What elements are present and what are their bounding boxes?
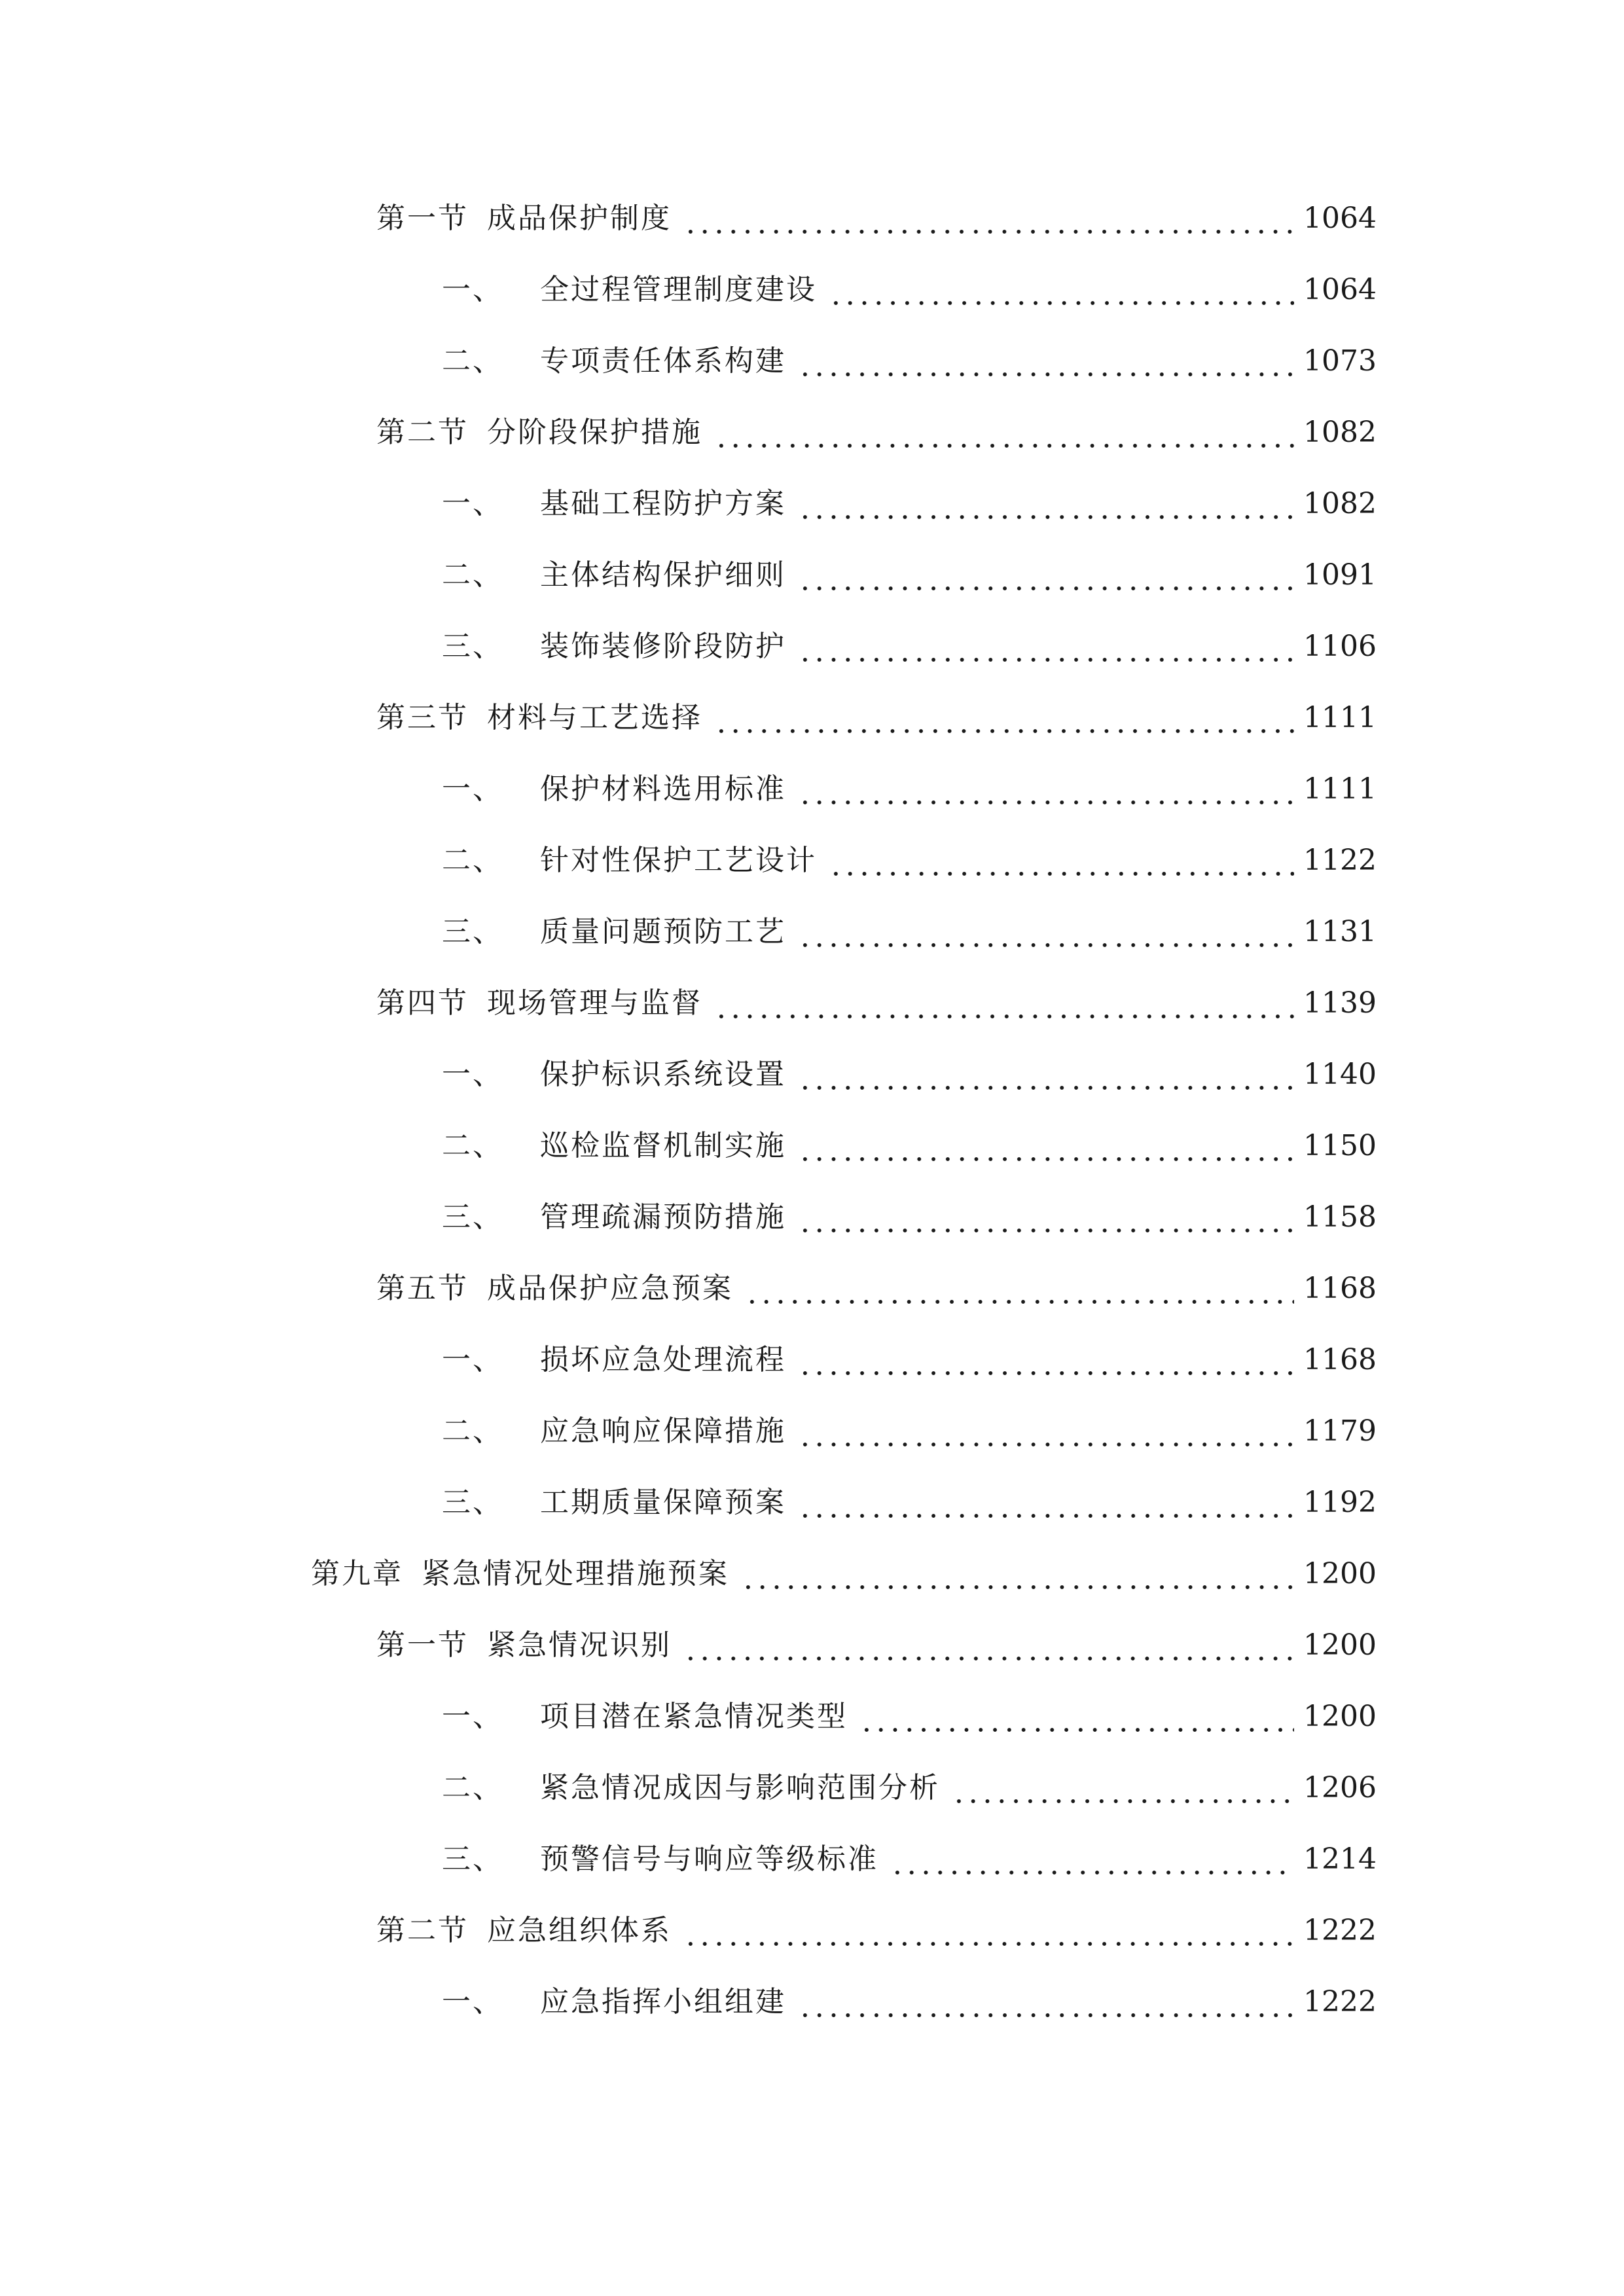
toc-entry-title: 应急响应保障措施 (540, 1414, 786, 1448)
toc-entry-title: 全过程管理制度建设 (540, 273, 817, 306)
dot-leader (745, 1263, 1294, 1315)
toc-entry[interactable] (442, 1691, 1377, 1743)
toc-entry-label (442, 1120, 786, 1172)
toc-entry-title: 主体结构保护细则 (540, 558, 786, 592)
toc-entry[interactable] (376, 692, 1377, 744)
toc-entry[interactable] (442, 1334, 1377, 1386)
dot-leader (683, 1905, 1294, 1957)
toc-entry-number: 三、 (442, 630, 503, 663)
toc-entry-label (442, 1049, 786, 1101)
toc-entry-number: 三、 (442, 915, 503, 948)
dot-leader (683, 192, 1294, 245)
toc-entry[interactable] (442, 1405, 1377, 1458)
toc-entry[interactable] (442, 264, 1377, 316)
toc-entry-page-number: 1131 (1303, 915, 1377, 948)
toc-entry-title: 质量问题预防工艺 (540, 915, 786, 948)
toc-entry-title: 专项责任体系构建 (540, 344, 786, 378)
toc-entry-label (442, 906, 786, 958)
toc-entry-number: 第九章 (311, 1557, 403, 1590)
toc-entry-number: 一、 (442, 273, 503, 306)
toc-entry-number: 第五节 (376, 1272, 469, 1305)
toc-entry-page-number: 1106 (1303, 630, 1377, 663)
dot-leader (683, 1619, 1294, 1672)
toc-entry-page-number: 1082 (1303, 416, 1377, 449)
toc-entry-number: 二、 (442, 1414, 503, 1448)
toc-entry-number: 一、 (442, 1985, 503, 2018)
toc-entry-number: 二、 (442, 558, 503, 592)
toc-entry-label (442, 1191, 786, 1244)
toc-entry-number: 三、 (442, 1486, 503, 1519)
toc-entry-number: 三、 (442, 1842, 503, 1876)
toc-entry-title: 现场管理与监督 (487, 986, 702, 1020)
toc-entry-title: 紧急情况处理措施预案 (422, 1557, 729, 1590)
dot-leader (798, 478, 1294, 530)
toc-entry[interactable] (376, 1263, 1377, 1315)
dot-leader (798, 549, 1294, 601)
toc-entry-number: 二、 (442, 1129, 503, 1162)
toc-entry-title: 预警信号与响应等级标准 (540, 1842, 878, 1876)
toc-entry[interactable] (376, 1905, 1377, 1957)
toc-entry-label (376, 692, 702, 744)
toc-entry[interactable] (442, 1833, 1377, 1886)
toc-entry-number: 一、 (442, 1058, 503, 1091)
toc-entry-page-number: 1111 (1303, 701, 1377, 734)
toc-entry-number: 第二节 (376, 416, 469, 449)
toc-entry-title: 保护标识系统设置 (540, 1058, 786, 1091)
toc-entry-title: 管理疏漏预防措施 (540, 1200, 786, 1234)
toc-entry[interactable] (442, 1120, 1377, 1172)
toc-entry-number: 二、 (442, 344, 503, 378)
toc-entry-label (442, 1762, 940, 1814)
toc-entry-label (442, 763, 786, 816)
dot-leader (890, 1833, 1294, 1886)
toc-entry-title: 分阶段保护措施 (487, 416, 702, 449)
toc-entry-label (376, 1905, 672, 1957)
toc-entry-label (442, 1976, 786, 2028)
toc-entry-title: 装饰装修阶段防护 (540, 630, 786, 663)
toc-entry-page-number: 1091 (1303, 558, 1377, 592)
toc-entry-title: 巡检监督机制实施 (540, 1129, 786, 1162)
dot-leader (798, 1191, 1294, 1244)
toc-entry-title: 成品保护制度 (487, 202, 672, 235)
toc-entry-label (442, 1833, 878, 1886)
toc-entry[interactable] (442, 1049, 1377, 1101)
toc-entry[interactable] (442, 620, 1377, 673)
toc-entry-label (442, 264, 817, 316)
dot-leader (798, 1049, 1294, 1101)
toc-entry-number: 一、 (442, 1343, 503, 1376)
toc-entry-page-number: 1200 (1303, 1700, 1377, 1733)
toc-entry-number: 一、 (442, 487, 503, 520)
toc-entry-title: 工期质量保障预案 (540, 1486, 786, 1519)
toc-entry-label (311, 1548, 729, 1600)
toc-entry-number: 第四节 (376, 986, 469, 1020)
toc-entry-page-number: 1158 (1303, 1200, 1377, 1234)
toc-entry[interactable] (442, 1762, 1377, 1814)
toc-entry-label (442, 549, 786, 601)
toc-entry[interactable] (442, 1191, 1377, 1244)
toc-entry-label (442, 1477, 786, 1529)
dot-leader (798, 1405, 1294, 1458)
toc-entry-page-number: 1150 (1303, 1129, 1377, 1162)
toc-entry-label (376, 1619, 672, 1672)
toc-entry-number: 第一节 (376, 202, 469, 235)
toc-entry-title: 材料与工艺选择 (487, 701, 702, 734)
dot-leader (798, 906, 1294, 958)
toc-entry[interactable] (442, 549, 1377, 601)
toc-entry[interactable] (376, 406, 1377, 459)
toc-entry-page-number: 1206 (1303, 1771, 1377, 1804)
toc-entry-page-number: 1222 (1303, 1914, 1377, 1947)
toc-entry-page-number: 1122 (1303, 844, 1377, 877)
toc-entry-title: 项目潜在紧急情况类型 (540, 1700, 848, 1733)
toc-entry[interactable] (442, 335, 1377, 387)
toc-entry-number: 二、 (442, 844, 503, 877)
toc-entry-page-number: 1200 (1303, 1557, 1377, 1590)
toc-entry-label (442, 478, 786, 530)
toc-entry-number: 第三节 (376, 701, 469, 734)
toc-entry-number: 第二节 (376, 1914, 469, 1947)
toc-entry-title: 保护材料选用标准 (540, 772, 786, 806)
toc-entry-title: 基础工程防护方案 (540, 487, 786, 520)
toc-entry-label (442, 1691, 848, 1743)
toc-entry-page-number: 1200 (1303, 1628, 1377, 1662)
toc-entry[interactable] (442, 763, 1377, 816)
toc-entry[interactable] (376, 1619, 1377, 1672)
toc-entry-label (376, 977, 702, 1030)
toc-entry-title: 紧急情况识别 (487, 1628, 672, 1662)
toc-entry-label (376, 1263, 733, 1315)
toc-entry-page-number: 1222 (1303, 1985, 1377, 2018)
toc-entry-page-number: 1140 (1303, 1058, 1377, 1091)
toc-entry[interactable] (442, 478, 1377, 530)
toc-entry-label (442, 1334, 786, 1386)
toc-entry-number: 第一节 (376, 1628, 469, 1662)
dot-leader (798, 1976, 1294, 2028)
toc-entry-label (442, 1405, 786, 1458)
dot-leader (859, 1691, 1294, 1743)
dot-leader (714, 692, 1294, 744)
toc-entry-page-number: 1111 (1303, 772, 1377, 806)
toc-entry-label (442, 335, 786, 387)
toc-entry-label (442, 834, 817, 887)
dot-leader (798, 335, 1294, 387)
toc-entry-label (376, 406, 702, 459)
toc-entry-page-number: 1168 (1303, 1272, 1377, 1305)
toc-entry-page-number: 1082 (1303, 487, 1377, 520)
dot-leader (798, 763, 1294, 816)
dot-leader (829, 264, 1294, 316)
toc-entry-page-number: 1139 (1303, 986, 1377, 1020)
toc-entry-title: 紧急情况成因与影响范围分析 (540, 1771, 940, 1804)
toc-entry-title: 应急组织体系 (487, 1914, 672, 1947)
toc-entry-page-number: 1179 (1303, 1414, 1377, 1448)
toc-entry[interactable] (376, 977, 1377, 1030)
dot-leader (798, 1120, 1294, 1172)
toc-entry[interactable] (442, 906, 1377, 958)
dot-leader (741, 1548, 1294, 1600)
toc-entry-number: 二、 (442, 1771, 503, 1804)
dot-leader (714, 406, 1294, 459)
toc-entry-number: 一、 (442, 1700, 503, 1733)
toc-entry-page-number: 1192 (1303, 1486, 1377, 1519)
dot-leader (829, 834, 1294, 887)
dot-leader (798, 1334, 1294, 1386)
toc-entry-number: 一、 (442, 772, 503, 806)
toc-entry-label (376, 192, 672, 245)
toc-entry[interactable] (442, 1477, 1377, 1529)
toc-entry-title: 应急指挥小组组建 (540, 1985, 786, 2018)
dot-leader (798, 1477, 1294, 1529)
toc-entry-chapter[interactable] (311, 1548, 1377, 1600)
dot-leader (952, 1762, 1294, 1814)
toc-entry-title: 针对性保护工艺设计 (540, 844, 817, 877)
toc-entry-label (442, 620, 786, 673)
toc-entry-title: 成品保护应急预案 (487, 1272, 733, 1305)
toc-entry[interactable] (442, 834, 1377, 887)
toc-entry-page-number: 1064 (1303, 273, 1377, 306)
toc-entry-number: 三、 (442, 1200, 503, 1234)
toc-entry[interactable] (442, 1976, 1377, 2028)
toc-entry[interactable] (376, 192, 1377, 245)
toc-entry-page-number: 1064 (1303, 202, 1377, 235)
toc-entry-page-number: 1168 (1303, 1343, 1377, 1376)
toc-entry-page-number: 1214 (1303, 1842, 1377, 1876)
dot-leader (798, 620, 1294, 673)
dot-leader (714, 977, 1294, 1030)
toc-entry-title: 损坏应急处理流程 (540, 1343, 786, 1376)
toc-entry-page-number: 1073 (1303, 344, 1377, 378)
